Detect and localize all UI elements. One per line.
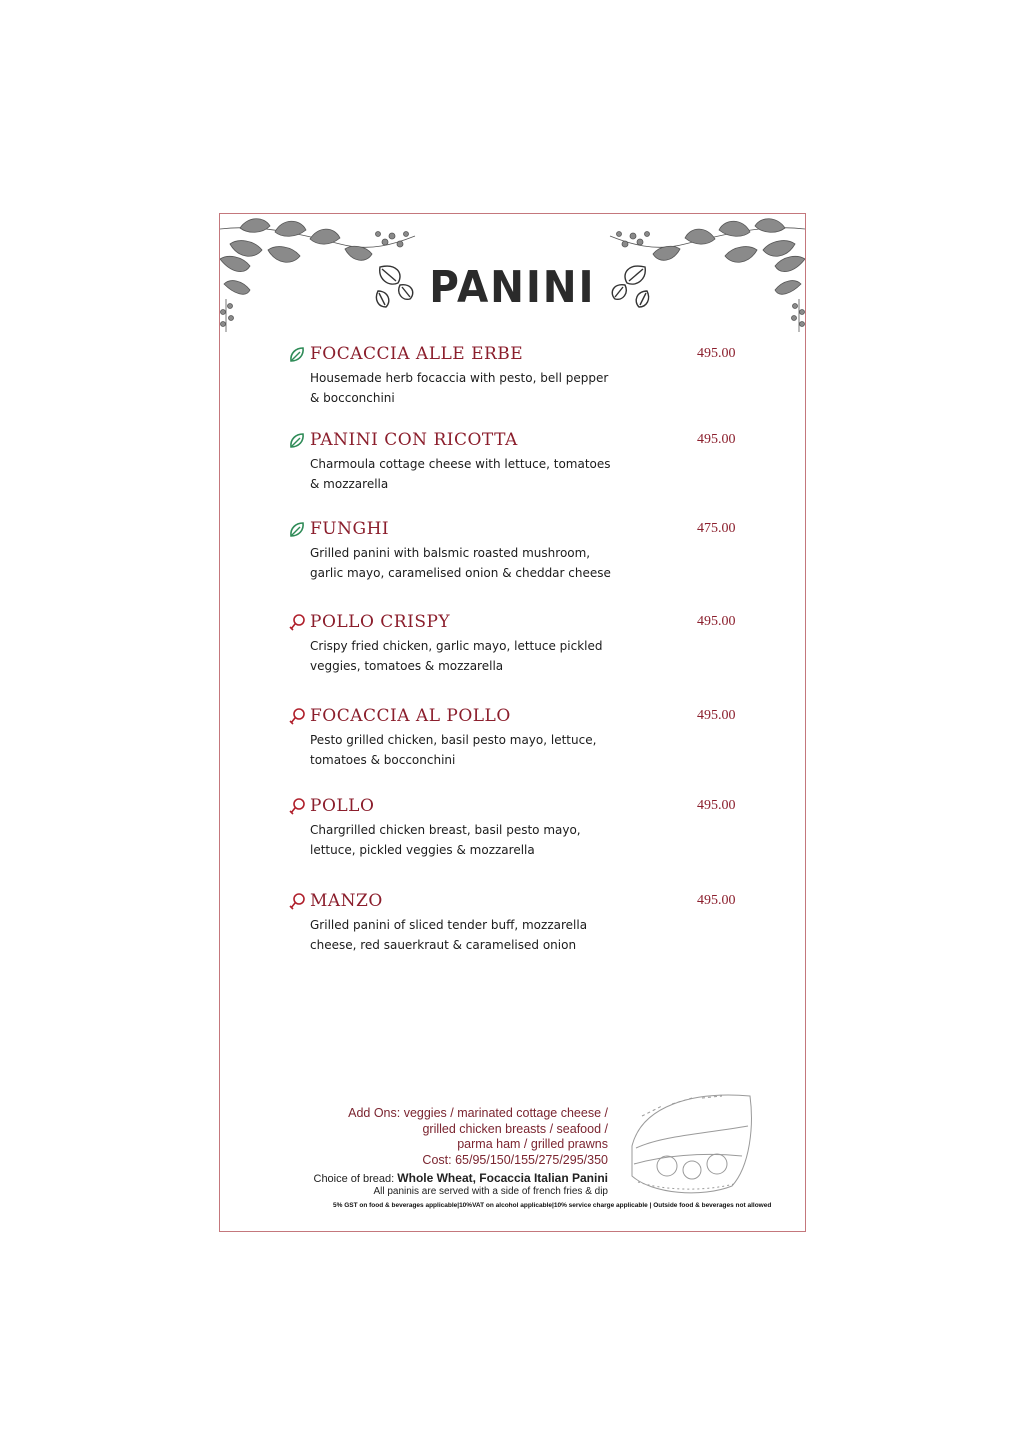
item-price: 495.00 xyxy=(697,432,736,447)
served-with-note: All paninis are served with a side of french fries & dip xyxy=(373,1186,608,1197)
item-price: 495.00 xyxy=(697,708,736,723)
sandwich-illustration xyxy=(622,1086,758,1202)
item-price: 475.00 xyxy=(697,521,736,536)
item-description: Grilled panini with balsmic roasted mushroom, garlic mayo, caramelised onion & cheddar cheese xyxy=(310,546,611,580)
bread-label: Choice of bread: xyxy=(313,1173,395,1185)
green-leaf-icon xyxy=(288,432,306,450)
addons-cost: Cost: 65/95/150/155/275/295/350 xyxy=(422,1152,608,1167)
addons-line: parma ham / grilled prawns xyxy=(457,1137,608,1151)
addons-line: grilled chicken breasts / seafood / xyxy=(422,1121,608,1136)
item-price: 495.00 xyxy=(697,798,736,813)
item-price: 495.00 xyxy=(697,346,736,361)
bread-choice xyxy=(314,1171,609,1185)
menu-card xyxy=(219,213,806,1232)
item-name: FOCACCIA AL POLLO xyxy=(310,706,511,726)
page-title: PANINI xyxy=(429,262,596,313)
addons-block xyxy=(348,1106,608,1168)
item-description: Charmoula cottage cheese with lettuce, tomatoes & mozzarella xyxy=(310,457,611,491)
bread-options: Whole Wheat, Focaccia Italian Panini xyxy=(397,1171,608,1185)
leaf-icon-right xyxy=(607,263,655,313)
item-description: Grilled panini of sliced tender buff, mozzarella cheese, red sauerkraut & caramelised onion xyxy=(310,918,588,952)
item-description: Housemade herb focaccia with pesto, bell pepper & bocconchini xyxy=(310,371,609,405)
leaf-icon-left xyxy=(370,263,418,313)
item-name: FOCACCIA ALLE ERBE xyxy=(310,344,524,364)
red-drumstick-icon xyxy=(288,708,306,726)
red-drumstick-icon xyxy=(288,614,306,632)
item-price: 495.00 xyxy=(697,614,736,629)
item-name: POLLO xyxy=(310,796,375,816)
addons-line: Add Ons: veggies / marinated cottage cheese / xyxy=(348,1106,608,1120)
item-description: Chargrilled chicken breast, basil pesto mayo, lettuce, pickled veggies & mozzarella xyxy=(310,823,581,857)
item-description: Pesto grilled chicken, basil pesto mayo, lettuce, tomatoes & bocconchini xyxy=(310,733,597,767)
green-leaf-icon xyxy=(288,521,306,539)
red-drumstick-icon xyxy=(288,893,306,911)
item-name: MANZO xyxy=(310,891,383,911)
title-block xyxy=(220,262,805,322)
item-name: FUNGHI xyxy=(310,519,390,539)
item-name: PANINI CON RICOTTA xyxy=(310,430,518,450)
green-leaf-icon xyxy=(288,346,306,364)
item-name: POLLO CRISPY xyxy=(310,612,451,632)
item-price: 495.00 xyxy=(697,893,736,908)
red-drumstick-icon xyxy=(288,798,306,816)
item-description: Crispy fried chicken, garlic mayo, lettuce pickled veggies, tomatoes & mozzarella xyxy=(310,639,603,673)
tax-footer-note: 5% GST on food & beverages applicable|10%VAT on alcohol applicable|10% service charge applicable | Outside food & beverages not allowed xyxy=(333,1202,772,1209)
